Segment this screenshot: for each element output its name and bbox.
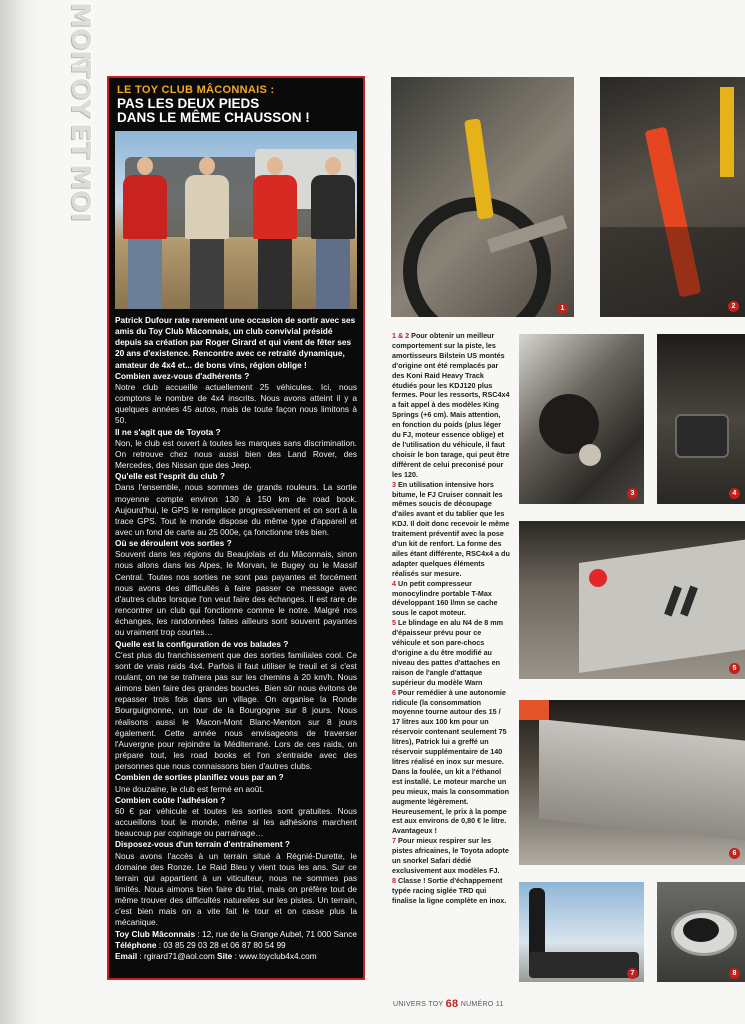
photo-rear-shock [600, 77, 745, 317]
caption-number: 4 [392, 578, 396, 588]
interview-answer: Notre club accueille actuellement 25 véhicules. Ici, nous comptons le nombre de 4x4 inscrits. Nous avons atteint il y a quelques années 45 autos, mais de toute façon nous limitons à 50. [115, 381, 357, 426]
page-gutter [0, 0, 42, 1024]
caption-text: Pour obtenir un meilleur comportement sur la piste, les amortisseurs Bilstein US montés d'origine ont été remplacés par des Koni Raid Heavy Track étudiés pour les KDJ120 plus fermes. Pour les ressorts, RSC4x4 a fait appel à des modèles King Springs (+6 cm). Mais attention, en fonction du poids (plus léger du FJ, moteur essence oblige) et de l'utilisation du véhicule, il faut choisir le bon tarage, qui peut être différent de celui preconisé pour les 120. [392, 331, 510, 479]
club-interview-box [107, 76, 365, 980]
box-headline [117, 97, 355, 125]
interview-question: Il ne s'agit que de Toyota ? [115, 426, 221, 437]
caption-text: Pour remédier à une autonomie ridicule (la consommation moyenne tourne autour des 15 / 17 litres aux 100 km pour un réservoir contenant seulement 75 litres), Patrick lui a greffé un réservoir supplémentaire de 140 litres réalisé en inox sur mesure. Dans la foulée, un kit a l'éthanol est installé. Le moteur marche un peu mieux, mais la consommation augmente légèrement. Heureusement, le prix à la pompe est aux environs de 0,80 € le litre. Avantageux ! [392, 687, 510, 836]
caption-item [392, 688, 510, 837]
photo-person [185, 157, 229, 309]
caption-item [392, 579, 510, 619]
interview-answer: 60 € par véhicule et toutes les sorties sont gratuites. Nous accueillons tout le monde, même si les adhésions marchent beaucoup par copinage ou parrainage… [115, 805, 357, 839]
interview-text [109, 309, 363, 962]
caption-text: Classe ! Sortie d'échappement typée racing siglée TRD qui finalise la ligne complète en inox. [392, 875, 507, 905]
club-address-value: : 12, rue de la Grange Aubel, 71 000 Sance [195, 928, 357, 939]
caption-number: 5 [392, 618, 396, 628]
club-email-site [115, 951, 357, 962]
photo-wheel-arch [519, 334, 644, 504]
caption-item [392, 618, 510, 687]
photo-front-suspension [391, 77, 574, 317]
section-title-word: TOY [65, 60, 95, 118]
club-phone [115, 940, 357, 951]
club-address [115, 929, 357, 940]
interview-question: Combien avez-vous d'adhérents ? [115, 370, 250, 381]
photo-number-badge: 2 [728, 301, 739, 312]
caption-number: 6 [392, 687, 396, 697]
caption-number: 8 [392, 875, 396, 885]
photo-extra-tank [519, 700, 745, 865]
interview-answer: Une douzaine, le club est fermé en août. [115, 783, 264, 794]
photo-number-badge: 3 [627, 488, 638, 499]
interview-question: Disposez-vous d'un terrain d'entraînement ? [115, 839, 290, 850]
section-title-word: ET [65, 123, 95, 159]
interview-question: Combien de sorties planifiez vous par an ? [115, 772, 284, 783]
caption-text: Le blindage en alu N4 de 8 mm d'épaisseur prévu pour ce véhicule et son pare-chocs d'origine a du être modifié au niveau des pattes d'attaches en raison de l'angle d'attaque supérieur du modèle Warn [392, 618, 504, 687]
phone-label: Téléphone [115, 939, 157, 950]
phone-value: : 03 85 29 03 28 et 06 87 80 54 99 [156, 939, 286, 950]
caption-number: 1 & 2 [392, 331, 410, 340]
email-value: : rgirard71@aol.com [137, 950, 218, 961]
photo-person [253, 157, 297, 309]
photo-number-badge: 5 [729, 663, 740, 674]
club-members-photo [115, 131, 357, 309]
photo-captions [392, 331, 510, 906]
interview-question: Où se déroulent vos sorties ? [115, 538, 232, 549]
club-name-label: Toy Club Mâconnais [115, 928, 196, 939]
interview-question: Qu'elle est l'esprit du club ? [115, 471, 225, 482]
photo-exhaust-tip [657, 882, 745, 982]
box-headline-line: DANS LE MÊME CHAUSSON ! [117, 110, 310, 125]
photo-number-badge: 7 [627, 968, 638, 979]
box-kicker: LE TOY CLUB MÂCONNAIS : [117, 84, 275, 96]
caption-item [392, 836, 510, 876]
caption-item [392, 480, 510, 579]
interview-intro: Patrick Dufour rate rarement une occasion de sortir avec ses amis du Toy Club Mâconnais, un club convivial présidé depuis sa création par Roger Girard et qui vient de fêter ses 20 ans d'existence. Rencontre avec ce retraité dynamique, amateur de 4x4 et... de bons vins, région oblige ! [115, 315, 356, 370]
photo-compressor [657, 334, 745, 504]
interview-answer: Nous avons l'accès à un terrain situé à Régnié-Durette, le domaine des Ronze. Le Raid Bleu y vient tous les ans. Sur ce terrain qui appartient à un viticulteur, nous ne sommes pas limités. Nous aimons bien faire du trial, mais on préfère tout de même trouver des difficultés naturelles sur les pistes. Un terrain, c'est bien mais on a vite fait le tour et on casse plus la mécanique. [115, 850, 357, 928]
caption-text: Un petit compresseur monocylindre portable T-Max développant 160 l/mn se cache sous le capot moteur. [392, 578, 498, 618]
box-headline-line: PAS LES DEUX PIEDS [117, 96, 260, 111]
photo-person [123, 157, 167, 309]
section-title-word: MON [65, 2, 95, 72]
email-label: Email [115, 950, 138, 961]
caption-text: En utilisation intensive hors bitume, le FJ Cruiser connait les mêmes soucis de découpage d'ailes avant et du tablier que les KDJ. Il doit donc recevoir le même traitement préventif avec la pose d'un kit de renfort. La forme des ailes étant différente, RSC4x4 a du adapter quelques éléments réalisés sur mesure. [392, 479, 510, 578]
site-label: Site [217, 950, 233, 961]
interview-question: Quelle est la configuration de vos balades ? [115, 638, 289, 649]
section-title-vertical [60, 2, 100, 222]
caption-number: 7 [392, 836, 396, 846]
page-number: 68 [445, 998, 459, 1010]
section-title-word: MOI [65, 164, 95, 222]
caption-item [392, 876, 510, 906]
interview-answer: C'est plus du franchissement que des sorties familiales cool. Ce sont de vrais raids 4x4. Parfois il faut utiliser le treuil et si c'est roulant, on ne se traînera pas sur les chemins à 20 km/h. Nous aimons bien faire des grandes boucles. Bien sûr nous évitons de repasser trois fois dans un village. On organise la Ronde Bourguignonne, un tour de la Bourgogne sur 8 jours. Nous réalisons aussi le Macon-Mont Blanc-Menton sur 8 jours également. Cette année nous envisageons de traverser l'Auvergne pour rejoindre la Méditerrané. Lors de ces raids, on prépare tout, les road books et l'on s'entraide avec des personnes que nous connaissons bien d'autres clubs. [115, 649, 357, 772]
photo-number-badge: 4 [729, 488, 740, 499]
interview-answer: Dans l'ensemble, nous sommes de grands rouleurs. La sortie moyenne compte environ 130 à 150 km de road book. Aujourd'hui, le GPS le remplace progressivement et on sort à la trace GPS. Tout le monde dispose du même type d'appareil et avec un fond de carte au 25 000e, ça fonctionne très bien. [115, 482, 357, 537]
page-footer [393, 998, 504, 1010]
photo-number-badge: 6 [729, 848, 740, 859]
photo-person [311, 157, 355, 309]
magazine-name: UNIVERS TOY [393, 1001, 444, 1008]
photo-number-badge: 8 [729, 968, 740, 979]
caption-number: 3 [392, 479, 396, 489]
interview-answer: Non, le club est ouvert à toutes les marques sans discrimination. On retrouve chez nous aussi bien des Land Rover, des Mercedes, des Nissan que des Jeep. [115, 437, 357, 471]
photo-snorkel [519, 882, 644, 982]
box-header [109, 78, 363, 129]
photo-skid-plate [519, 521, 745, 679]
caption-item [392, 331, 510, 480]
caption-text: Pour mieux respirer sur les pistes africaines, le Toyota adopte un snorkel Safari dédié exclusivement aux modèles FJ. [392, 836, 509, 875]
site-value: : www.toyclub4x4.com [232, 950, 317, 961]
photo-number-badge: 1 [557, 303, 568, 314]
issue-number: NUMÉRO 11 [460, 1001, 504, 1008]
interview-answer: Souvent dans les régions du Beaujolais et du Mâconnais, sinon nous allons dans les Alpes, le Morvan, le Bugey ou le Massif Central. Toutes nos sorties ne sont pas payantes et forcément nous avons des difficultés à faire passer ce message avec d'autres clubs lorsque l'on veut faire des échanges. Il est rare de rencontrer un club qui fonctionne comme le notre. Malgré nos échanges, les randonnées faites ailleurs sont souvent payantes ou vraiment trop courtes… [115, 549, 357, 638]
interview-question: Combien coûte l'adhésion ? [115, 794, 226, 805]
